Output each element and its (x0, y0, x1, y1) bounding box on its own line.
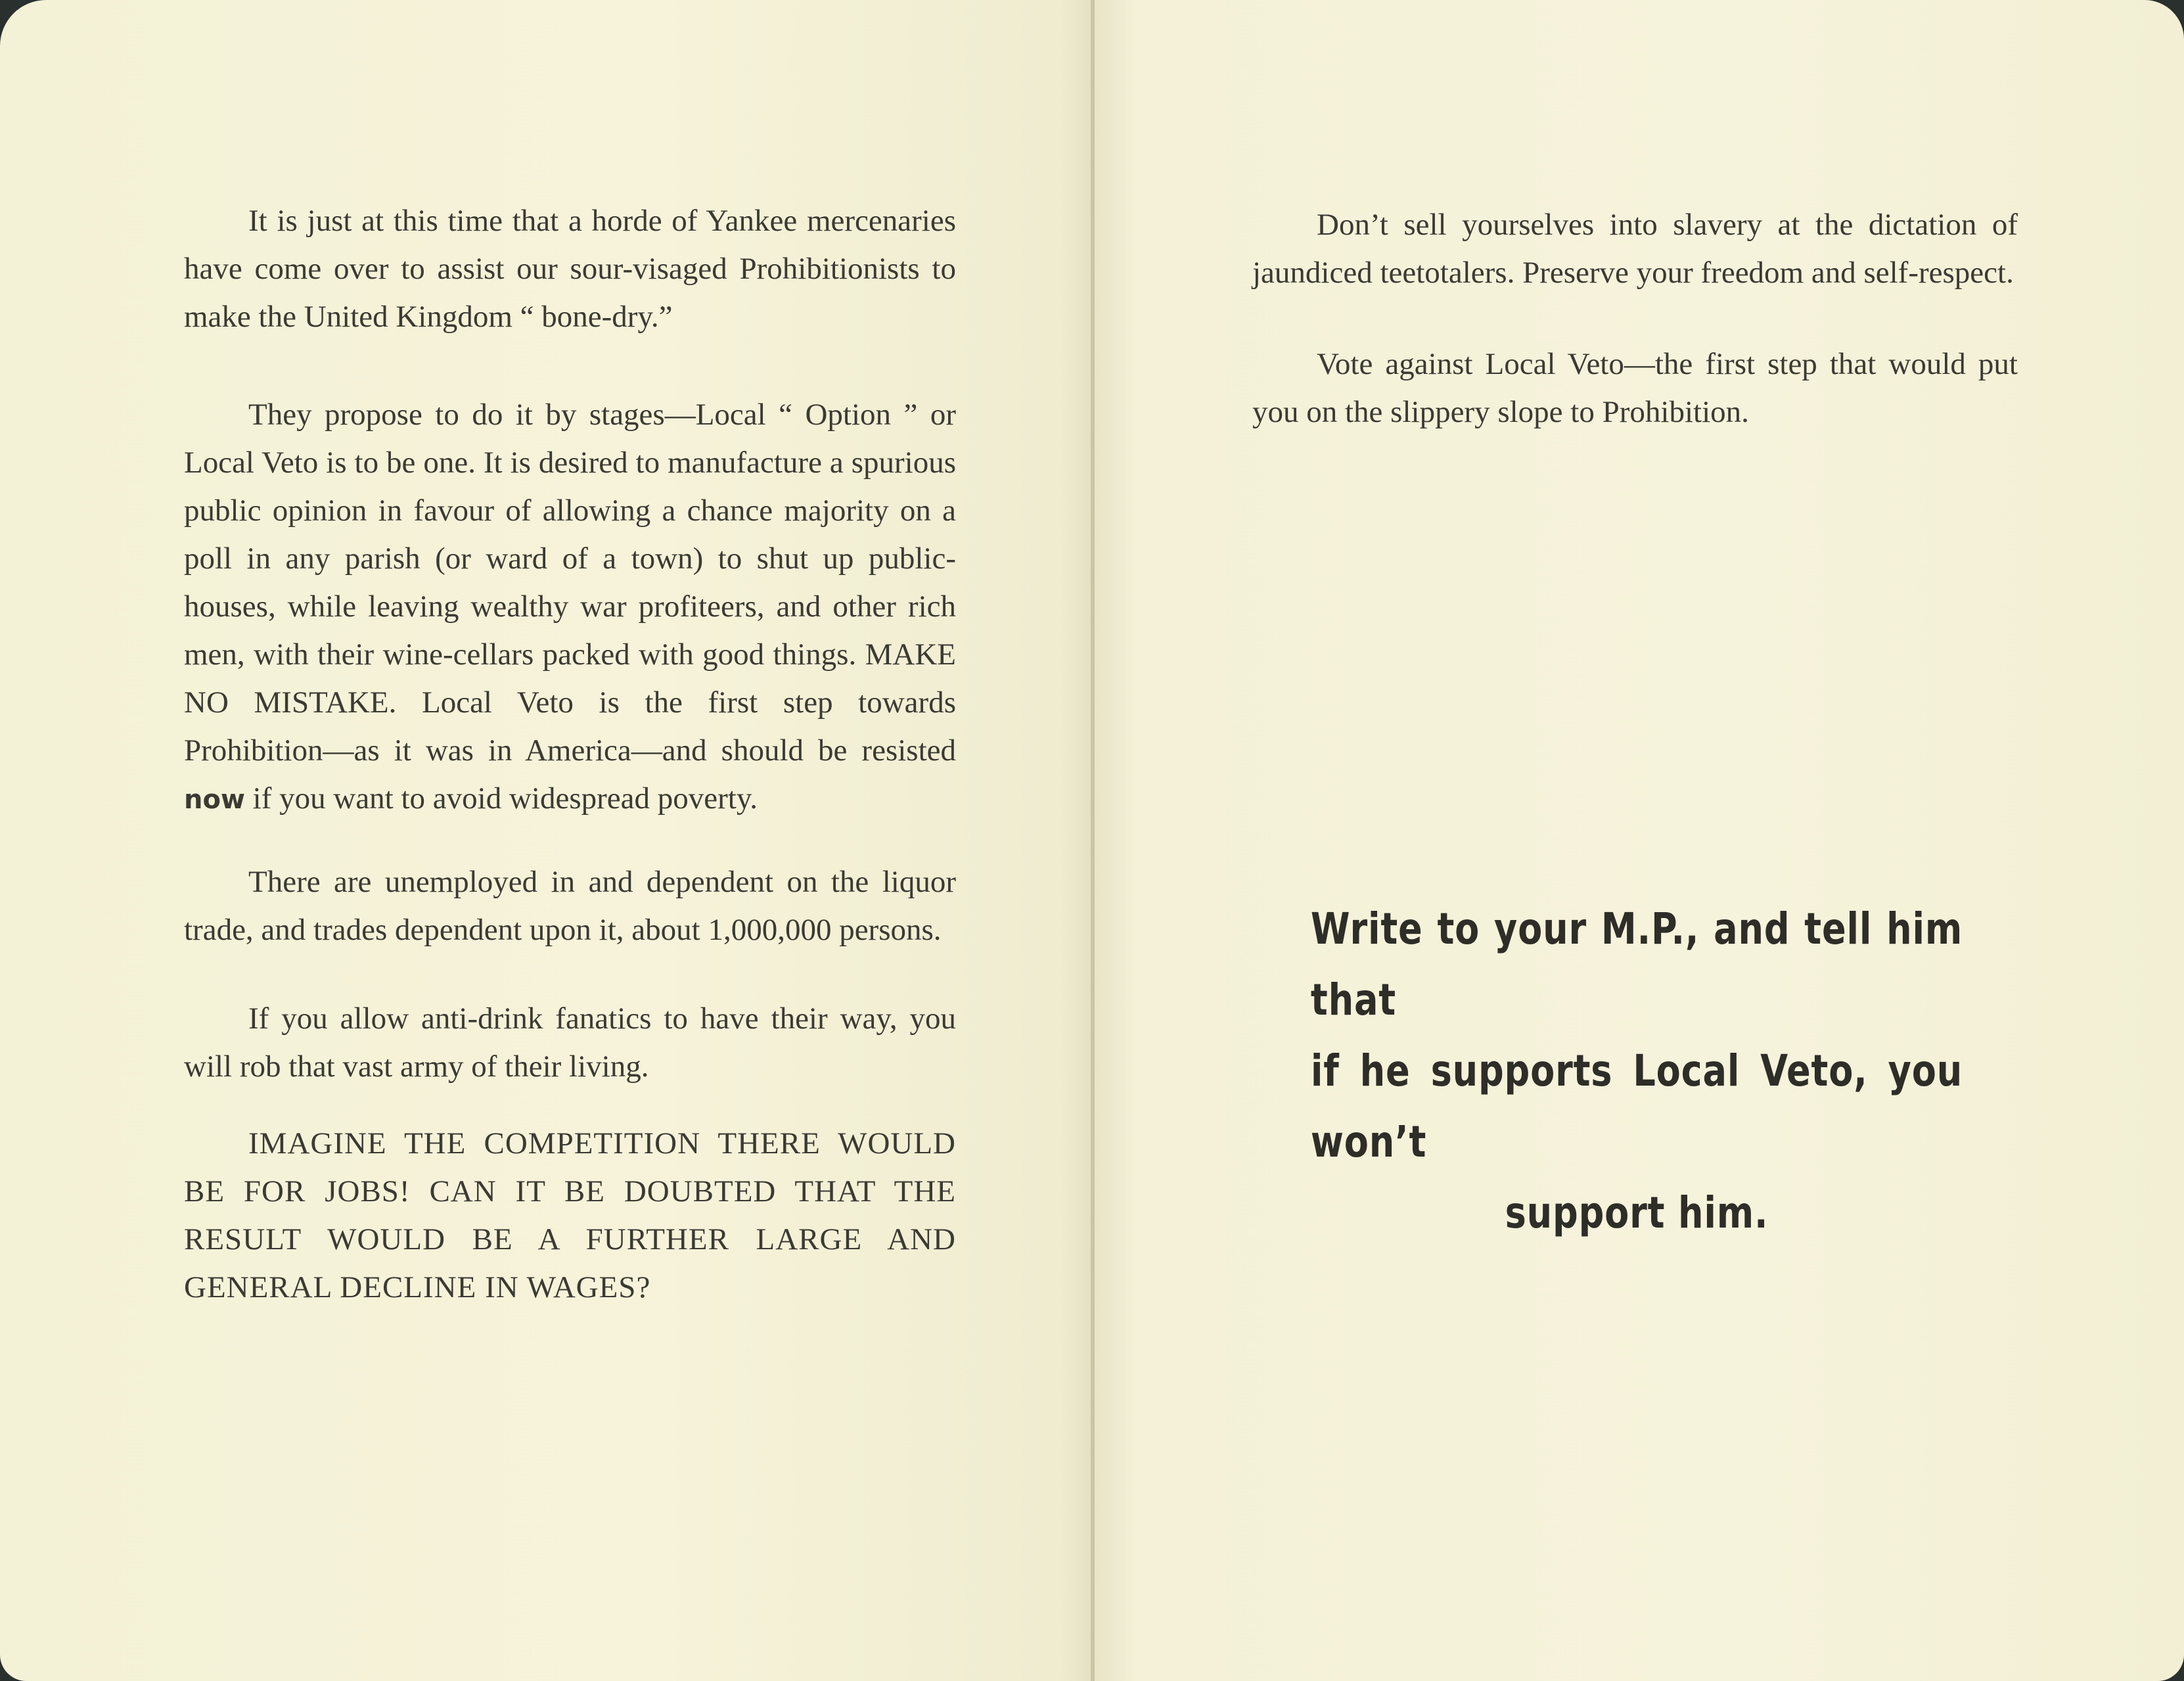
write-to-mp-appeal (1311, 894, 1963, 1249)
appeal-line: if he supports Local Veto, you won’t (1310, 1046, 1963, 1167)
emphasis-now: now (184, 785, 245, 815)
paragraph-local-veto-stages (184, 391, 956, 824)
paragraph-local-veto-stages-text: They propose to do it by stages—Local “ Option ” or Local Veto is to be one. It is desired to manufacture a spurious public opinion in favour of allowing a chance majority on a poll in any parish (or ward of a town) to shut up public-houses, while leaving wealthy war profiteers, and other rich men, with their wine-cellars packed with good things. MAKE NO MISTAKE. Local Veto is the first step towards Prohibition—as it was in America—and should be resisted (184, 398, 956, 768)
paragraph-yankee-mercenaries: It is just at this time that a horde of Yankee mercenaries have come over to assist our sour-visaged Prohibitionists to make the United Kingdom “ bone-dry.” (184, 204, 956, 334)
right-text-column (1252, 201, 2018, 436)
right-page (1095, 0, 2184, 1681)
paragraph-dont-sell-yourselves: Don’t sell yourselves into slavery at the dictation of jaundiced teetotalers. Preserve your freedom and self-respect. (1252, 208, 2018, 290)
left-text-column (184, 197, 956, 1312)
paragraph-anti-drink-fanatics: If you allow anti-drink fanatics to have their way, you will rob that vast army of their living. (184, 1002, 956, 1084)
paragraph-imagine-competition: IMAGINE THE COMPETITION THERE WOULD BE FOR JOBS! CAN IT BE DOUBTED THAT THE RESULT WOULD BE A FURTHER LARGE AND GENERAL DECLINE IN WAGES? (184, 1126, 956, 1304)
paragraph-local-veto-stages-tail: if you want to avoid widespread poverty. (252, 781, 758, 816)
appeal-line: support him. (1505, 1187, 1769, 1238)
paragraph-unemployed-count: There are unemployed in and dependent on the liquor trade, and trades dependent upon it, about 1,000,000 persons. (184, 865, 956, 947)
paragraph-vote-against: Vote against Local Veto—the first step that would put you on the slippery slope to Prohibition. (1252, 347, 2018, 429)
appeal-line: Write to your M.P., and tell him that (1310, 904, 1963, 1025)
